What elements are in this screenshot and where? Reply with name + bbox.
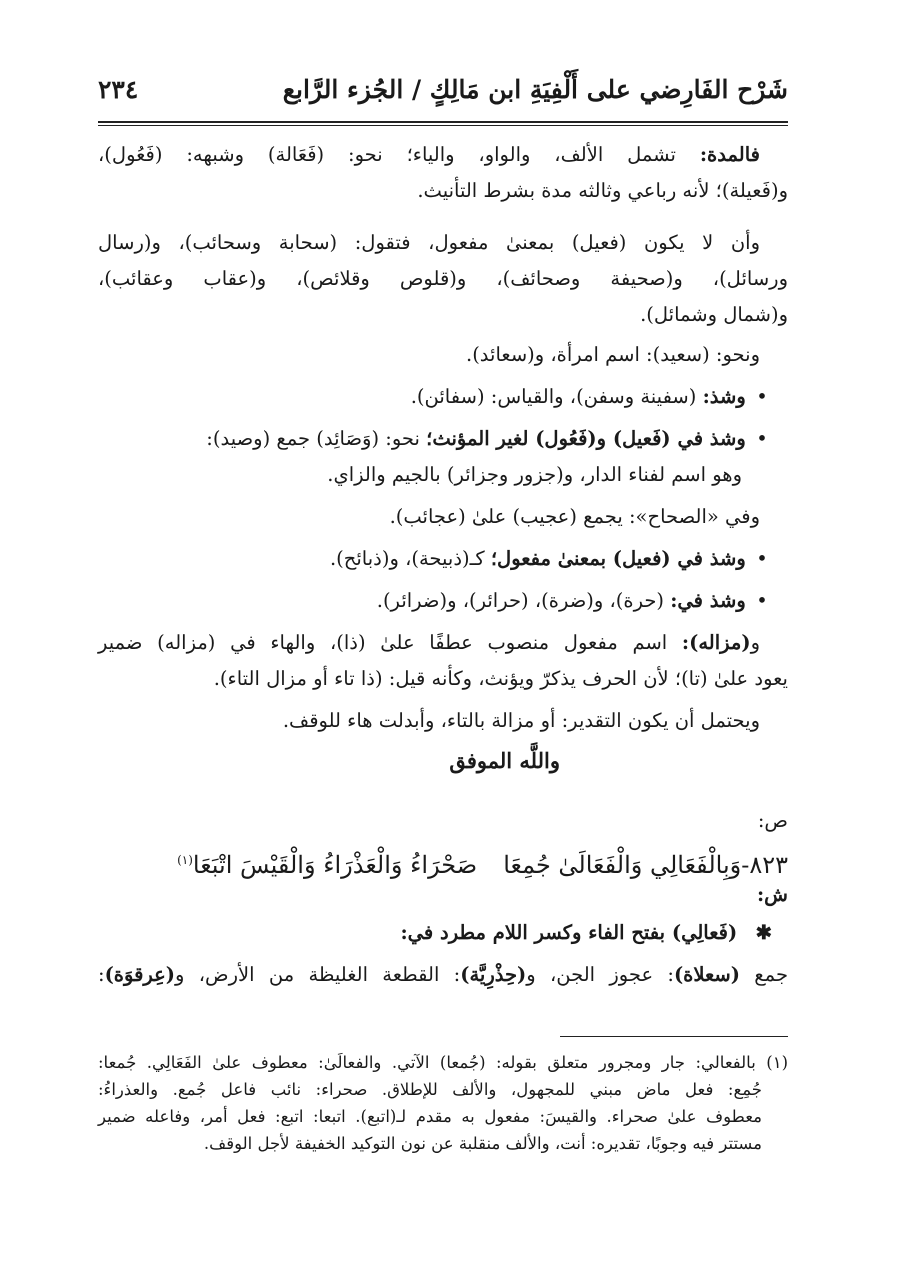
- text-line: [98, 626, 788, 660]
- footnote-rule: [560, 1036, 788, 1037]
- line-text: : عجوز الجن، و: [526, 963, 674, 986]
- line-text: و(شمال وشمائل).: [640, 303, 788, 326]
- line-text: اسم مفعول منصوب عطفًا علىٰ (ذا)، والهاء في (مزاله) ضمير: [98, 631, 682, 654]
- footnote-line: جُمِع: فعل ماض مبني للمجهول، والألف للإطلاق. صحراء: نائب فاعل جُمع. والعذراءُ:: [98, 1080, 762, 1099]
- bold-term: فالمدة:: [699, 143, 760, 166]
- line-text: ويحتمل أن يكون التقدير: أو مزالة بالتاء، وأبدلت هاء للوقف.: [282, 709, 760, 732]
- text-line: [98, 298, 788, 332]
- text-line: [98, 174, 788, 208]
- line-text: نحو: (وَصَائِد) جمع (وصيد):: [206, 427, 427, 450]
- footnote-marker: (١): [177, 853, 193, 867]
- text-line: [98, 500, 788, 534]
- asterisk-icon: ✱: [755, 921, 772, 944]
- text-line: [98, 662, 788, 696]
- bold-term: وشذ في (فَعيل) و(فَعُول) لغير المؤنث؛: [426, 427, 746, 450]
- bullet-item: [98, 380, 788, 414]
- line-text: (سفينة وسفن)، والقياس: (سفائن).: [410, 385, 703, 408]
- text-line: [98, 262, 788, 296]
- bold-term: واللَّه الموفق: [449, 748, 560, 773]
- closing-phrase: [98, 744, 788, 778]
- text-line: [98, 338, 788, 372]
- line-text: و: [750, 631, 760, 654]
- footnote-line: مستتر فيه وجوبًا، تقديره: أنت، والألف منقلبة عن نون التوكيد الخفيفة لأجل الوقف.: [203, 1134, 762, 1153]
- bullet-icon: •: [756, 427, 768, 450]
- line-text: وهو اسم لفناء الدار، و(جزور وجزائر) بالجيم والزاي.: [327, 463, 742, 486]
- verse-hemistich-second: صَحْرَاءُ وَالْعَذْرَاءُ وَالْقَيْسَ اتْبَعَا: [192, 851, 478, 879]
- bold-term: (حِذْرِيَّة): [460, 963, 527, 986]
- sad-label: [98, 804, 788, 838]
- text-line: [98, 458, 788, 492]
- line-text: (حرة)، و(ضرة)، (حرائر)، و(ضرائر).: [376, 589, 671, 612]
- bold-term: وشذ في:: [670, 589, 746, 612]
- line-text: وأن لا يكون (فعيل) بمعنىٰ مفعول، فتقول: (سحابة وسحائب)، و(رسال: [98, 231, 760, 254]
- line-text: تشمل الألف، والواو، والياء؛ نحو: (فَعَالة) وشبهه: (فَعُول)،: [98, 143, 700, 166]
- page-number: ٢٣٤: [98, 74, 139, 104]
- page-header: [98, 62, 788, 116]
- verse-hemistich-first: وَبِالْفَعَالِي وَالْفَعَالَىٰ جُمِعَا: [503, 851, 742, 879]
- line-text: جمع: [740, 963, 788, 986]
- section-marker: ص:: [757, 809, 788, 832]
- bullet-item: [98, 422, 788, 456]
- line-text: :: [98, 963, 105, 986]
- line-text: و(فَعيلة)؛ لأنه رباعي وثالثه مدة بشرط التأنيث.: [417, 179, 788, 202]
- text-line: [98, 138, 788, 172]
- bold-term: (سعلاة): [673, 963, 740, 986]
- bullet-icon: •: [756, 547, 768, 570]
- verse-number: ٨٢٣-: [741, 851, 788, 879]
- section-marker: ش:: [756, 883, 788, 906]
- line-text: ورسائل)، و(صحيفة وصحائف)، و(قلوص وقلائص)، و(عقاب وعقائب)،: [98, 267, 788, 290]
- bullet-item: [98, 584, 788, 618]
- bullet-icon: •: [756, 385, 768, 408]
- bullet-icon: •: [756, 589, 768, 612]
- line-text: وفي «الصحاح»: يجمع (عجيب) علىٰ (عجائب).: [389, 505, 760, 528]
- text-line: [98, 226, 788, 260]
- bold-term: وشذ في (فعيل) بمعنىٰ مفعول؛: [490, 547, 746, 570]
- line-text: يعود علىٰ (تا)؛ لأن الحرف يذكرّ ويؤنث، وكأنه قيل: (ذا تاء أو مزال التاء).: [213, 667, 788, 690]
- line-text: كـ(ذبيحة)، و(ذبائح).: [329, 547, 491, 570]
- bold-term: (فَعالِي) بفتح الفاء وكسر اللام مطرد في:: [400, 921, 738, 944]
- line-text: : القطعة الغليظة من الأرض، و: [175, 963, 461, 986]
- star-item: [98, 916, 788, 950]
- bold-term: (عِرقوَة): [104, 963, 176, 986]
- footnote-line: (١) بالفعالي: جار ومجرور متعلق بقوله: (جُمعا) الآتي. والفعالَىٰ: معطوف علىٰ الفَعَالِي. جُمعا:: [98, 1053, 788, 1072]
- bold-term: وشذ:: [702, 385, 746, 408]
- shin-label: [98, 878, 788, 912]
- bullet-item: [98, 542, 788, 576]
- header-rule: [98, 121, 788, 123]
- text-line: [98, 958, 788, 992]
- header-rule-thin: [98, 125, 788, 126]
- line-text: ونحو: (سعيد): اسم امرأة، و(سعائد).: [466, 343, 760, 366]
- bold-term: (مزاله):: [681, 631, 751, 654]
- verse: [98, 838, 788, 882]
- running-title: شَرْح الفَارِضي على أَلْفِيَةِ ابن مَالِكٍ / الجُزء الرَّابع: [282, 74, 788, 104]
- footnote-line: معطوف علىٰ صحراء. والقيسَ: مفعول به مقدم لـ(اتبع). اتبعا: اتبع: فعل أمر، وفاعله ضمير: [98, 1107, 762, 1126]
- text-line: [98, 704, 788, 738]
